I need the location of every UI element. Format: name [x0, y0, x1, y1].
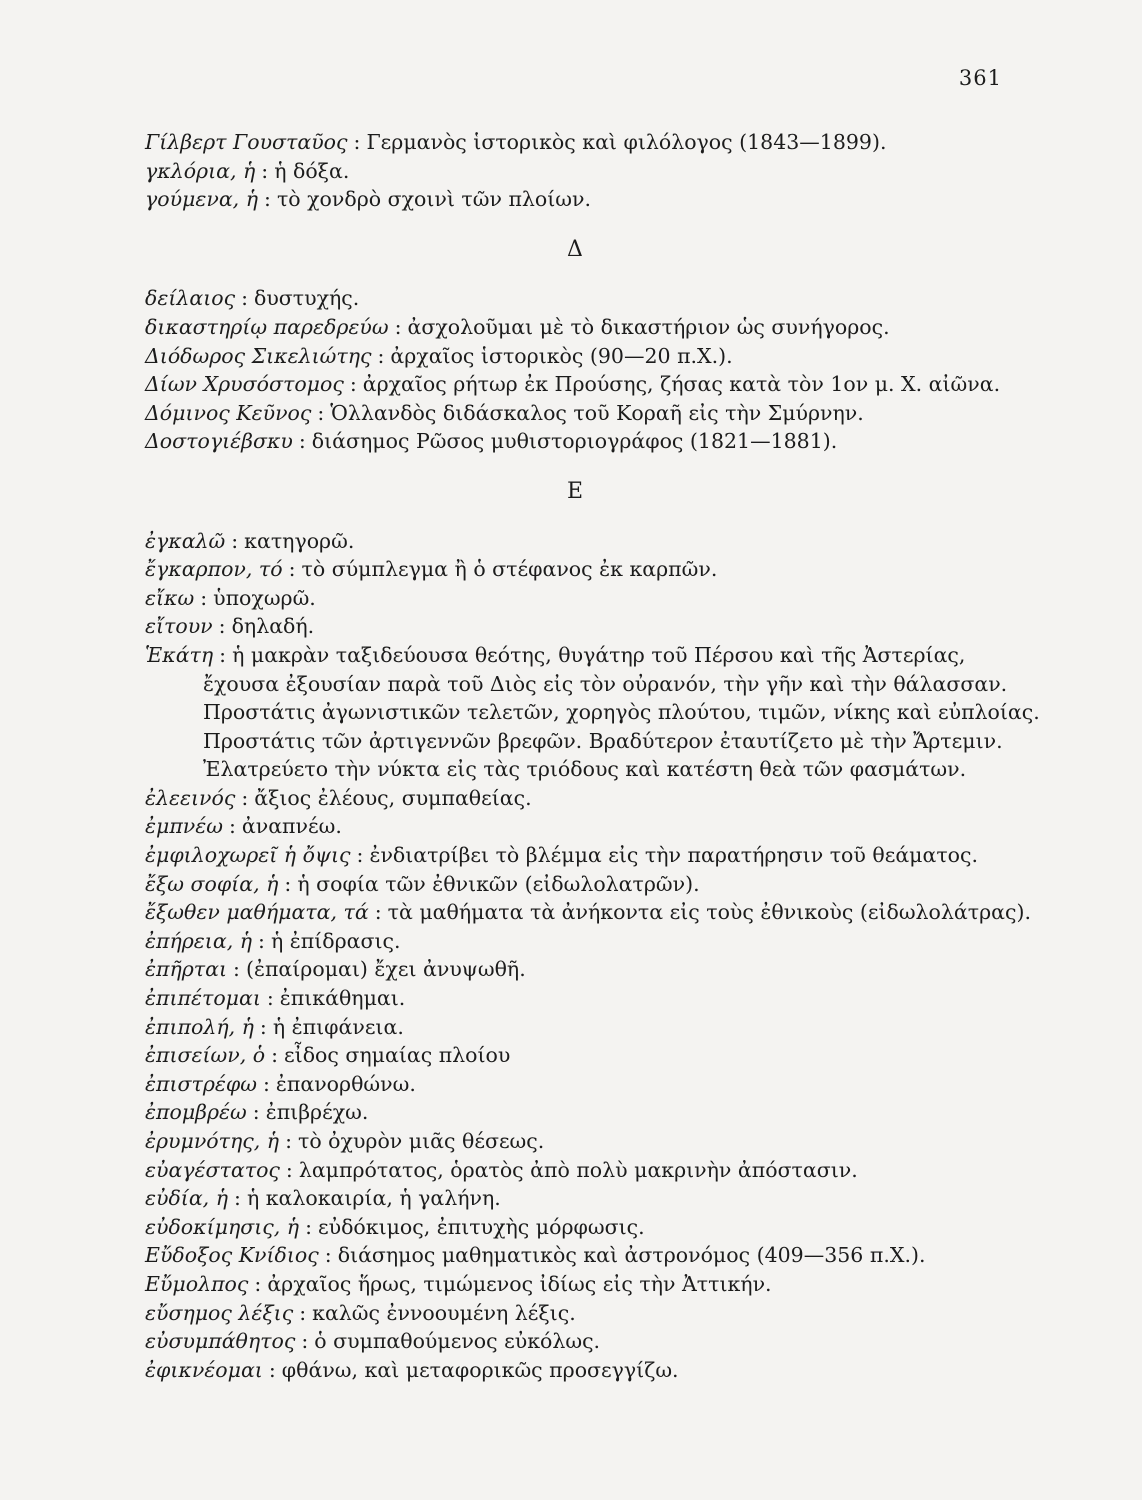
- entry-definition: τὸ χονδρὸ σχοινὶ τῶν πλοίων.: [276, 187, 592, 212]
- section-letter-heading: Ε: [566, 478, 584, 504]
- entry-term: εὔσημος λέξις: [145, 1300, 294, 1325]
- entry-separator: :: [268, 1357, 276, 1382]
- glossary-entry: [145, 1098, 1045, 1127]
- entry-definition: ἡ ἐπίδρασις.: [270, 928, 401, 953]
- glossary-entry: [145, 128, 1045, 157]
- entry-separator: :: [218, 614, 226, 639]
- entry-definition: δηλαδή.: [231, 614, 315, 639]
- glossary-entry: [145, 1127, 1045, 1156]
- entry-term: εὐδία, ἡ: [145, 1186, 229, 1211]
- entry-definition: ἡ δόξα.: [274, 158, 350, 183]
- entry-term: εὐδοκίμησις, ἡ: [145, 1214, 300, 1239]
- entry-definition-continuation: Προστάτις τῶν ἀρτιγεννῶν βρεφῶν. Βραδύτερον ἐταυτίζετο μὲ τὴν Ἄρτεμιν.: [203, 728, 1003, 753]
- entry-term: Δίων Χρυσόστομος: [145, 372, 344, 397]
- entry-definition-continuation: Προστάτις ἀγωνιστικῶν τελετῶν, χορηγὸς πλούτου, τιμῶν, νίκης καὶ εὐπλοίας.: [203, 700, 1040, 725]
- glossary-entry: [145, 898, 1045, 927]
- glossary-entry: [145, 527, 1045, 556]
- entry-term: ἔγκαρπον, τό: [145, 557, 283, 582]
- entry-separator: :: [285, 1157, 293, 1182]
- entry-definition: τὰ μαθήματα τὰ ἀνήκοντα εἰς τοὺς ἐθνικοὺς (εἰδωλολάτρας).: [387, 900, 1031, 925]
- entry-separator: :: [241, 785, 249, 810]
- entry-separator: :: [219, 642, 227, 667]
- entry-definition: ἀρχαῖος ἱστορικὸς (90—20 π.Χ.).: [390, 343, 733, 368]
- glossary-entry: [145, 1356, 1045, 1385]
- entry-separator: :: [241, 286, 248, 311]
- entry-definition: ἀρχαῖος ἥρως, τιμώμενος ἰδίως εἰς τὴν Ἀττικήν.: [267, 1271, 772, 1296]
- entry-separator: :: [374, 900, 382, 925]
- entry-definition: ἐπιβρέχω.: [265, 1100, 369, 1125]
- glossary-entry: [145, 984, 1045, 1013]
- entry-definition-continuation: Ἐλατρεύετο τὴν νύκτα εἰς τὰς τριόδους καὶ κατέστη θεὰ τῶν φασμάτων.: [203, 757, 967, 782]
- entry-definition: ἡ ἐπιφάνεια.: [272, 1014, 404, 1039]
- entry-term: Διόδωρος Σικελιώτης: [145, 343, 372, 368]
- entry-definition: διάσημος μαθηματικὸς καὶ ἀστρονόμος (409—356 π.Χ.).: [337, 1243, 926, 1268]
- glossary-entry: [145, 784, 1045, 813]
- glossary-entry: [145, 584, 1045, 613]
- entry-term: γκλόρια, ἡ: [145, 158, 256, 183]
- glossary-entry: [145, 1156, 1045, 1185]
- glossary-entry: [145, 1013, 1045, 1042]
- entry-term: ἐπῆρται: [145, 957, 228, 982]
- entry-separator: :: [394, 314, 402, 339]
- entry-term: δικαστηρίῳ παρεδρεύω: [145, 314, 389, 339]
- entry-separator: :: [258, 928, 265, 953]
- entry-definition: λαμπρότατος, ὁρατὸς ἀπὸ πολὺ μακρινὴν ἀπόστασιν.: [298, 1157, 858, 1182]
- entry-definition: ἐπανορθώνω.: [275, 1071, 416, 1096]
- entry-separator: :: [262, 1071, 270, 1096]
- glossary-entry: [145, 1213, 1045, 1242]
- entry-separator: :: [271, 1043, 279, 1068]
- entry-separator: :: [317, 400, 325, 425]
- entry-separator: :: [233, 957, 240, 982]
- section-letter-heading: Δ: [567, 236, 583, 262]
- entry-definition: ἡ καλοκαιρία, ἡ γαλήνη.: [246, 1186, 501, 1211]
- glossary-entry: [145, 812, 1045, 841]
- glossary-entry: [145, 185, 1045, 214]
- glossary-entry: [145, 641, 1045, 670]
- entry-definition: ὁ συμπαθούμενος εὐκόλως.: [314, 1329, 601, 1354]
- entry-definition: φθάνω, καὶ μεταφορικῶς προσεγγίζω.: [281, 1357, 679, 1382]
- entry-separator: :: [234, 1186, 241, 1211]
- entry-separator: :: [377, 343, 385, 368]
- entry-term: ἐμφιλοχωρεῖ ἡ ὄψις: [145, 843, 351, 868]
- entry-separator: :: [324, 1243, 332, 1268]
- entry-definition: εὐδόκιμος, ἐπιτυχὴς μόρφωσις.: [317, 1214, 645, 1239]
- glossary-entry: [145, 1070, 1045, 1099]
- entry-definition: ἡ μακρὰν ταξιδεύουσα θεότης, θυγάτηρ τοῦ Πέρσου καὶ τῆς Ἀστερίας,: [232, 642, 966, 667]
- entry-term: Γίλβερτ Γουσταῦος: [145, 130, 348, 154]
- entry-term: Εὔμολπος: [145, 1271, 249, 1296]
- entry-definition: ἄξιος ἐλέους, συμπαθείας.: [254, 785, 532, 810]
- entry-term: ἐφικνέομαι: [145, 1357, 263, 1382]
- entry-separator: :: [349, 372, 357, 397]
- entry-separator: :: [266, 986, 274, 1011]
- glossary-entry: [145, 399, 1045, 428]
- glossary-entry: [145, 342, 1045, 371]
- entry-definition: ἡ σοφία τῶν ἐθνικῶν (εἰδωλολατρῶν).: [297, 871, 700, 896]
- entry-separator: :: [200, 585, 208, 610]
- entry-term: Δοστογιέβσκυ: [145, 429, 293, 454]
- entry-definition: ἐνδιατρίβει τὸ βλέμμα εἰς τὴν παρατήρησιν τοῦ θεάματος.: [369, 843, 979, 868]
- entry-term: γούμενα, ἡ: [145, 187, 259, 212]
- entry-separator: :: [259, 1014, 267, 1039]
- entry-term: ἐπιπολή, ἡ: [145, 1014, 254, 1039]
- entry-term: ἐπιστρέφω: [145, 1071, 257, 1096]
- entry-term: ἐγκαλῶ: [145, 528, 226, 553]
- entry-separator: :: [288, 557, 296, 582]
- entry-term: ἐπήρεια, ἡ: [145, 928, 253, 953]
- glossary-entry: [145, 555, 1045, 584]
- entry-separator: :: [228, 814, 236, 839]
- entry-term: Δόμινος Κεῦνος: [145, 400, 312, 425]
- entry-term: εὐαγέστατος: [145, 1157, 280, 1182]
- entry-separator: :: [301, 1329, 309, 1354]
- entry-definition: δυστυχής.: [254, 286, 360, 311]
- entry-term: ἐμπνέω: [145, 814, 223, 839]
- entry-definition: τὸ ὀχυρὸν μιᾶς θέσεως.: [297, 1129, 545, 1153]
- entry-definition: ἀναπνέω.: [241, 814, 342, 839]
- entry-separator: :: [252, 1100, 260, 1125]
- entry-separator: :: [305, 1214, 312, 1239]
- entry-separator: :: [298, 429, 306, 454]
- entry-separator: :: [231, 528, 239, 553]
- entry-definition: καλῶς ἐννοουμένη λέξις.: [312, 1300, 576, 1325]
- glossary-section: [145, 236, 1045, 456]
- entry-term: ἐπισείων, ὁ: [145, 1043, 266, 1068]
- entry-term: ἔξω σοφία, ἡ: [145, 871, 279, 896]
- entry-term: ἐλεεινός: [145, 785, 236, 810]
- entry-definition: Ὁλλανδὸς διδάσκαλος τοῦ Κοραῆ εἰς τὴν Σμύρνην.: [330, 400, 864, 425]
- glossary-entry: [145, 370, 1045, 399]
- page-number: 361: [958, 66, 1002, 90]
- entry-separator: :: [254, 1271, 262, 1296]
- glossary-entry: [145, 1299, 1045, 1328]
- entry-definition: (ἐπαίρομαι) ἔχει ἀνυψωθῆ.: [245, 957, 526, 982]
- glossary-entry: [145, 612, 1045, 641]
- glossary-entry: [145, 1184, 1045, 1213]
- entry-definition: διάσημος Ρῶσος μυθιστοριογράφος (1821—1881).: [311, 429, 838, 454]
- entry-definition: εἶδος σημαίας πλοίου: [284, 1043, 511, 1068]
- glossary-entry: [145, 1041, 1045, 1070]
- entry-separator: :: [264, 187, 271, 212]
- entry-definition-continuation: ἔχουσα ἐξουσίαν παρὰ τοῦ Διὸς εἰς τὸν οὐρανόν, τὴν γῆν καὶ τὴν θάλασσαν.: [203, 671, 1008, 696]
- entry-definition: ἀρχαῖος ρήτωρ ἐκ Προύσης, ζήσας κατὰ τὸν 1ον μ. Χ. αἰῶνα.: [362, 372, 1001, 397]
- glossary: [145, 128, 1045, 1384]
- entry-term: Ἑκάτη: [145, 642, 214, 667]
- glossary-entry: [145, 870, 1045, 899]
- glossary-entry: [145, 1270, 1045, 1299]
- entry-definition: ἀσχολοῦμαι μὲ τὸ δικαστήριον ὡς συνήγορος.: [407, 314, 890, 339]
- entry-term: εἴκω: [145, 585, 195, 610]
- entry-term: ἐρυμνότης, ἡ: [145, 1129, 280, 1153]
- entry-term: ἐπομβρέω: [145, 1100, 247, 1125]
- glossary-entry: [145, 313, 1045, 342]
- glossary-entry: [145, 927, 1045, 956]
- glossary-section: [145, 478, 1045, 1384]
- glossary-entry: [145, 1327, 1045, 1356]
- entry-term: εὐσυμπάθητος: [145, 1329, 296, 1354]
- glossary-entry: [145, 955, 1045, 984]
- entry-separator: :: [353, 130, 361, 154]
- entry-term: ἔξωθεν μαθήματα, τά: [145, 900, 369, 925]
- entry-definition: Γερμανὸς ἱστορικὸς καὶ φιλόλογος (1843—1899).: [366, 130, 887, 154]
- entry-definition: κατηγορῶ.: [244, 528, 355, 553]
- glossary-entry: [145, 841, 1045, 870]
- entry-separator: :: [284, 871, 292, 896]
- entry-definition: ἐπικάθημαι.: [279, 986, 406, 1011]
- entry-term: δείλαιος: [145, 286, 236, 311]
- entry-separator: :: [356, 843, 364, 868]
- glossary-entry: [145, 157, 1045, 186]
- glossary-entry: [145, 284, 1045, 313]
- glossary-section: [145, 128, 1045, 214]
- entry-separator: :: [261, 158, 269, 183]
- glossary-entry: [145, 1241, 1045, 1270]
- glossary-entry: [145, 427, 1045, 456]
- entry-term: εἴτουν: [145, 614, 213, 639]
- entry-definition: ὑποχωρῶ.: [213, 585, 316, 610]
- entry-term: Εὔδοξος Κνίδιος: [145, 1243, 319, 1268]
- entry-separator: :: [285, 1129, 292, 1153]
- entry-separator: :: [299, 1300, 307, 1325]
- entry-definition: τὸ σύμπλεγμα ἢ ὁ στέφανος ἐκ καρπῶν.: [301, 557, 718, 582]
- entry-term: ἐπιπέτομαι: [145, 986, 261, 1011]
